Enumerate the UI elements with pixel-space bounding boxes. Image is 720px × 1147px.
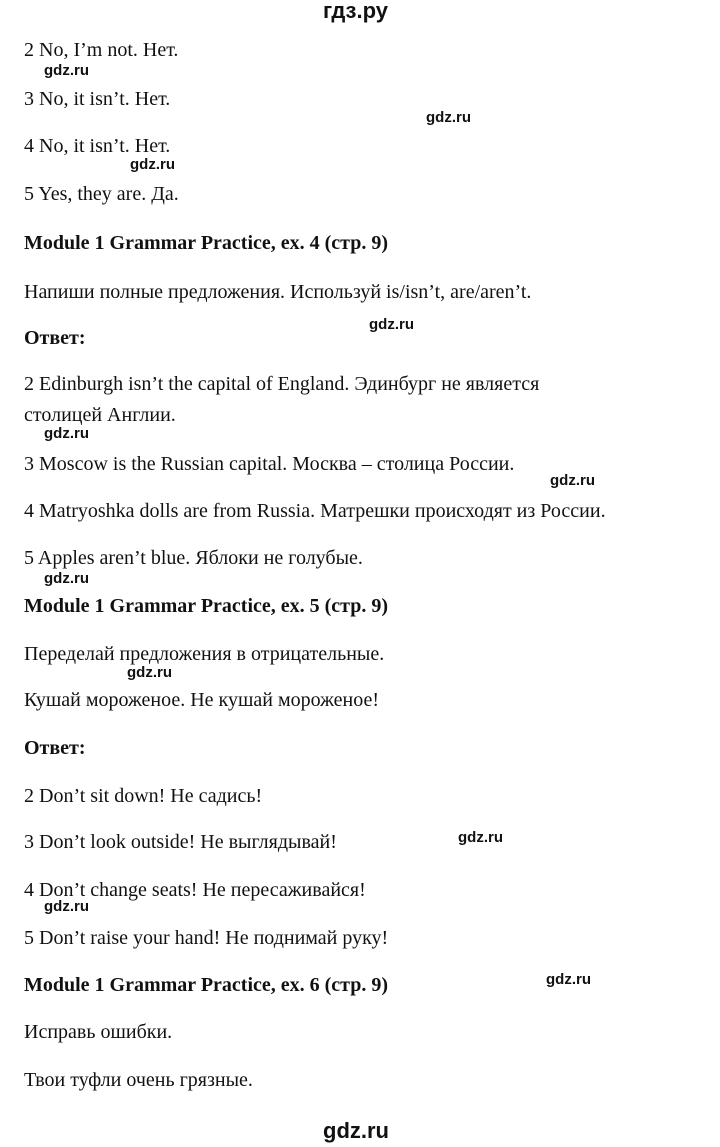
answer-line: 3 No, it isn’t. Нет. [24, 88, 171, 110]
watermark: gdz.ru [550, 472, 595, 489]
watermark: gdz.ru [44, 62, 89, 79]
ex4-instruction: Напиши полные предложения. Используй is/isn’t, are/aren’t. [24, 281, 532, 303]
ex5-answer-label: Ответ: [24, 737, 86, 759]
watermark: gdz.ru [44, 425, 89, 442]
ex4-answer-label: Ответ: [24, 327, 86, 349]
ex5-answer-line: 5 Don’t raise your hand! Не поднимай руку! [24, 927, 389, 949]
watermark: gdz.ru [458, 829, 503, 846]
ex4-answer-line: 4 Matryoshka dolls are from Russia. Матрешки происходят из России. [24, 500, 606, 522]
ex4-answer-line: 3 Moscow is the Russian capital. Москва – столица России. [24, 453, 515, 475]
watermark: gdz.ru [426, 109, 471, 126]
ex5-answer-line: 4 Don’t change seats! Не пересаживайся! [24, 879, 366, 901]
answer-line: 4 No, it isn’t. Нет. [24, 135, 171, 157]
answer-line: 2 No, I’m not. Нет. [24, 39, 179, 61]
ex4-answer-line: столицей Англии. [24, 404, 176, 426]
watermark: gdz.ru [546, 971, 591, 988]
watermark: gdz.ru [127, 664, 172, 681]
ex5-example: Кушай мороженое. Не кушай мороженое! [24, 689, 380, 711]
ex5-instruction: Переделай предложения в отрицательные. [24, 643, 385, 665]
footer-site-title: gdz.ru [323, 1118, 389, 1143]
ex6-title: Module 1 Grammar Practice, ex. 6 (стр. 9) [24, 974, 389, 996]
ex5-answer-line: 2 Don’t sit down! Не садись! [24, 785, 263, 807]
watermark: gdz.ru [369, 316, 414, 333]
ex4-answer-line: 2 Edinburgh isn’t the capital of England. Эдинбург не является [24, 373, 540, 395]
ex4-title: Module 1 Grammar Practice, ex. 4 (стр. 9) [24, 232, 389, 254]
watermark: gdz.ru [130, 156, 175, 173]
watermark: gdz.ru [44, 898, 89, 915]
header-site-title: гдз.ру [323, 0, 388, 23]
ex4-answer-line: 5 Apples aren’t blue. Яблоки не голубые. [24, 547, 363, 569]
ex6-instruction: Исправь ошибки. [24, 1021, 173, 1043]
answer-line: 5 Yes, they are. Да. [24, 183, 179, 205]
watermark: gdz.ru [44, 570, 89, 587]
ex5-title: Module 1 Grammar Practice, ex. 5 (стр. 9) [24, 595, 389, 617]
ex6-example: Твои туфли очень грязные. [24, 1069, 253, 1091]
ex5-answer-line: 3 Don’t look outside! Не выглядывай! [24, 831, 337, 853]
